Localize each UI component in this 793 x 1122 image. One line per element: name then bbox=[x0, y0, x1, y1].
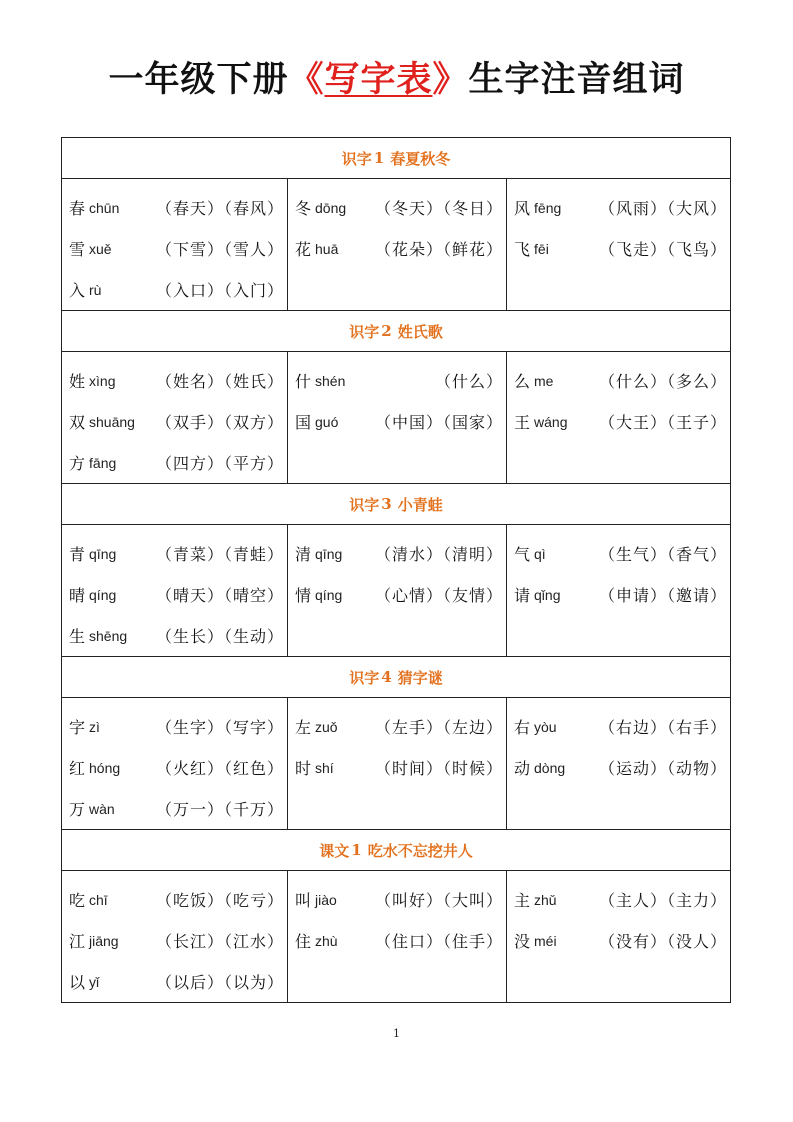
pinyin: yòu bbox=[534, 718, 557, 735]
hanzi: 红 bbox=[69, 759, 86, 778]
page-number: 1 bbox=[393, 1027, 400, 1040]
character-entry bbox=[507, 228, 730, 269]
character-entry bbox=[507, 574, 730, 615]
word-groups: （时间）（时候） bbox=[374, 759, 503, 778]
lesson-header bbox=[62, 484, 730, 525]
title-suffix: 生字注音组词 bbox=[468, 60, 685, 100]
hanzi: 晴 bbox=[69, 586, 86, 605]
pinyin: qīng bbox=[315, 545, 343, 562]
hanzi: 没 bbox=[514, 932, 531, 951]
character-entry bbox=[62, 574, 287, 615]
character-entry bbox=[288, 747, 506, 788]
word-groups: （左手）（左边） bbox=[374, 718, 503, 737]
pinyin: shí bbox=[315, 759, 334, 776]
word-groups: （大王）（王子） bbox=[598, 413, 727, 432]
word-groups: （以后）（以为） bbox=[155, 973, 284, 992]
word-groups: （春天）（春风） bbox=[155, 199, 284, 218]
word-groups: （飞走）（飞鸟） bbox=[598, 240, 727, 259]
pinyin: rù bbox=[89, 281, 102, 298]
word-groups: （心情）（友情） bbox=[374, 586, 503, 605]
word-groups: （主人）（主力） bbox=[598, 891, 727, 910]
character-entry bbox=[288, 879, 506, 920]
hanzi: 生 bbox=[69, 627, 86, 646]
lesson-label: 识字 bbox=[349, 495, 380, 514]
word-groups: （没有）（没人） bbox=[598, 932, 727, 951]
char-column bbox=[288, 698, 507, 829]
title-highlight-group bbox=[288, 60, 468, 100]
hanzi: 飞 bbox=[514, 240, 531, 259]
pinyin: qīng bbox=[89, 545, 117, 562]
hanzi: 字 bbox=[69, 718, 86, 737]
character-entry bbox=[62, 706, 287, 747]
char-column bbox=[507, 525, 730, 656]
pinyin: xuě bbox=[89, 240, 112, 257]
lesson-number: 3 bbox=[381, 495, 392, 513]
pinyin: qíng bbox=[89, 586, 117, 603]
word-groups: （什么） bbox=[434, 372, 503, 391]
pinyin: zuǒ bbox=[315, 718, 338, 735]
character-entry bbox=[288, 401, 506, 442]
pinyin: chūn bbox=[89, 199, 120, 216]
lesson-body bbox=[62, 352, 730, 484]
character-entry bbox=[288, 533, 506, 574]
pinyin: dòng bbox=[534, 759, 566, 776]
pinyin: me bbox=[534, 372, 554, 389]
char-column bbox=[507, 352, 730, 483]
character-entry bbox=[288, 228, 506, 269]
word-groups: （运动）（动物） bbox=[598, 759, 727, 778]
word-groups: （冬天）（冬日） bbox=[374, 199, 503, 218]
lesson-header bbox=[62, 138, 730, 179]
pinyin: shuāng bbox=[89, 413, 135, 430]
pinyin: wàn bbox=[89, 800, 115, 817]
character-entry bbox=[288, 574, 506, 615]
pinyin: wáng bbox=[534, 413, 568, 430]
lesson-header bbox=[62, 830, 730, 871]
pinyin: yǐ bbox=[89, 973, 100, 990]
character-entry bbox=[62, 533, 287, 574]
hanzi: 万 bbox=[69, 800, 86, 819]
hanzi: 王 bbox=[514, 413, 531, 432]
char-column bbox=[288, 179, 507, 310]
lesson-number: 4 bbox=[381, 668, 392, 686]
word-groups: （下雪）（雪人） bbox=[155, 240, 284, 259]
word-groups: （双手）（双方） bbox=[155, 413, 284, 432]
pinyin: méi bbox=[534, 932, 557, 949]
hanzi: 方 bbox=[69, 454, 86, 473]
char-column bbox=[62, 525, 288, 656]
lesson-label: 识字 bbox=[349, 668, 380, 687]
title-highlight: 写字表 bbox=[324, 60, 433, 100]
hanzi: 风 bbox=[514, 199, 531, 218]
word-groups: （申请）（邀请） bbox=[598, 586, 727, 605]
character-entry bbox=[507, 187, 730, 228]
hanzi: 入 bbox=[69, 281, 86, 300]
word-groups: （吃饭）（吃亏） bbox=[155, 891, 284, 910]
pinyin: shēng bbox=[89, 627, 128, 644]
title-prefix: 一年级下册 bbox=[108, 60, 289, 100]
character-entry bbox=[507, 533, 730, 574]
character-entry bbox=[62, 788, 287, 829]
lesson-name: 春夏秋冬 bbox=[390, 149, 451, 168]
lesson-body bbox=[62, 698, 730, 830]
hanzi: 请 bbox=[514, 586, 531, 605]
char-column bbox=[288, 525, 507, 656]
char-column bbox=[62, 352, 288, 483]
character-entry bbox=[62, 360, 287, 401]
hanzi: 姓 bbox=[69, 372, 86, 391]
lesson-name: 吃水不忘挖井人 bbox=[367, 841, 473, 860]
pinyin: shén bbox=[315, 372, 346, 389]
char-column bbox=[288, 352, 507, 483]
word-groups: （晴天）（晴空） bbox=[155, 586, 284, 605]
character-entry bbox=[507, 401, 730, 442]
hanzi: 气 bbox=[514, 545, 531, 564]
word-groups: （入口）（入门） bbox=[155, 281, 284, 300]
hanzi: 情 bbox=[295, 586, 312, 605]
character-entry bbox=[62, 961, 287, 1002]
hanzi: 江 bbox=[69, 932, 86, 951]
char-column bbox=[62, 698, 288, 829]
char-column bbox=[62, 179, 288, 310]
pinyin: qǐng bbox=[534, 586, 561, 603]
word-groups: （万一）（千万） bbox=[155, 800, 284, 819]
lesson-body bbox=[62, 525, 730, 657]
pinyin: qì bbox=[534, 545, 546, 562]
hanzi: 动 bbox=[514, 759, 531, 778]
char-column bbox=[507, 698, 730, 829]
hanzi: 冬 bbox=[295, 199, 312, 218]
lesson-number: 1 bbox=[373, 149, 385, 167]
character-entry bbox=[62, 442, 287, 483]
character-entry bbox=[288, 360, 506, 401]
character-entry bbox=[62, 747, 287, 788]
lesson-label: 识字 bbox=[349, 322, 380, 341]
character-entry bbox=[288, 187, 506, 228]
hanzi: 花 bbox=[295, 240, 312, 259]
hanzi: 以 bbox=[69, 973, 86, 992]
pinyin: jiāng bbox=[89, 932, 119, 949]
hanzi: 青 bbox=[69, 545, 86, 564]
character-entry bbox=[507, 747, 730, 788]
word-groups: （青菜）（青蛙） bbox=[155, 545, 284, 564]
character-entry bbox=[62, 269, 287, 310]
hanzi: 双 bbox=[69, 413, 86, 432]
character-entry bbox=[507, 360, 730, 401]
hanzi: 雪 bbox=[69, 240, 86, 259]
lesson-header bbox=[62, 657, 730, 698]
char-column bbox=[288, 871, 507, 1002]
char-column bbox=[507, 871, 730, 1002]
lesson-body bbox=[62, 179, 730, 311]
lesson-body bbox=[62, 871, 730, 1002]
hanzi: 住 bbox=[295, 932, 312, 951]
word-groups: （四方）（平方） bbox=[155, 454, 284, 473]
character-entry bbox=[288, 706, 506, 747]
word-groups: （什么）（多么） bbox=[598, 372, 727, 391]
pinyin: jiào bbox=[315, 891, 337, 908]
word-groups: （住口）（住手） bbox=[374, 932, 503, 951]
pinyin: fāng bbox=[89, 454, 117, 471]
word-groups: （生气）（香气） bbox=[598, 545, 727, 564]
pinyin: qíng bbox=[315, 586, 343, 603]
hanzi: 右 bbox=[514, 718, 531, 737]
hanzi: 什 bbox=[295, 372, 312, 391]
hanzi: 主 bbox=[514, 891, 531, 910]
hanzi: 左 bbox=[295, 718, 312, 737]
word-groups: （火红）（红色） bbox=[155, 759, 284, 778]
character-entry bbox=[62, 228, 287, 269]
word-groups: （风雨）（大风） bbox=[598, 199, 727, 218]
pinyin: huā bbox=[315, 240, 339, 257]
pinyin: hóng bbox=[89, 759, 121, 776]
word-groups: （右边）（右手） bbox=[598, 718, 727, 737]
pinyin: fēng bbox=[534, 199, 562, 216]
hanzi: 国 bbox=[295, 413, 312, 432]
lesson-number: 2 bbox=[381, 322, 392, 340]
lesson-name: 姓氏歌 bbox=[397, 322, 443, 341]
pinyin: zhù bbox=[315, 932, 338, 949]
hanzi: 春 bbox=[69, 199, 86, 218]
word-groups: （姓名）（姓氏） bbox=[155, 372, 284, 391]
pinyin: dōng bbox=[315, 199, 347, 216]
lesson-name: 小青蛙 bbox=[397, 495, 443, 514]
character-entry bbox=[62, 879, 287, 920]
pinyin: fēi bbox=[534, 240, 549, 257]
pinyin: zhǔ bbox=[534, 891, 557, 908]
word-groups: （花朵）（鲜花） bbox=[374, 240, 503, 259]
character-entry bbox=[507, 879, 730, 920]
character-entry bbox=[507, 920, 730, 961]
word-groups: （生字）（写字） bbox=[155, 718, 284, 737]
hanzi: 清 bbox=[295, 545, 312, 564]
word-groups: （长江）（江水） bbox=[155, 932, 284, 951]
word-groups: （叫好）（大叫） bbox=[374, 891, 503, 910]
hanzi: 叫 bbox=[295, 891, 312, 910]
lesson-name: 猜字谜 bbox=[397, 668, 443, 687]
pinyin: zì bbox=[89, 718, 100, 735]
title-close-bracket: 》 bbox=[432, 60, 469, 100]
pinyin: guó bbox=[315, 413, 339, 430]
word-groups: （生长）（生动） bbox=[155, 627, 284, 646]
character-entry bbox=[507, 706, 730, 747]
lesson-label: 识字 bbox=[341, 149, 372, 168]
vocabulary-table bbox=[61, 137, 731, 1003]
character-entry bbox=[62, 401, 287, 442]
character-entry bbox=[288, 920, 506, 961]
pinyin: xìng bbox=[89, 372, 116, 389]
word-groups: （清水）（清明） bbox=[374, 545, 503, 564]
hanzi: 吃 bbox=[69, 891, 86, 910]
word-groups: （中国）（国家） bbox=[374, 413, 503, 432]
hanzi: 时 bbox=[295, 759, 312, 778]
pinyin: chī bbox=[89, 891, 108, 908]
char-column bbox=[62, 871, 288, 1002]
hanzi: 么 bbox=[514, 372, 531, 391]
lesson-label: 课文 bbox=[319, 841, 350, 860]
title-open-bracket: 《 bbox=[288, 60, 325, 100]
character-entry bbox=[62, 920, 287, 961]
character-entry bbox=[62, 187, 287, 228]
lesson-number: 1 bbox=[351, 841, 362, 859]
char-column bbox=[507, 179, 730, 310]
character-entry bbox=[62, 615, 287, 656]
page-title bbox=[0, 52, 793, 102]
lesson-header bbox=[62, 311, 730, 352]
